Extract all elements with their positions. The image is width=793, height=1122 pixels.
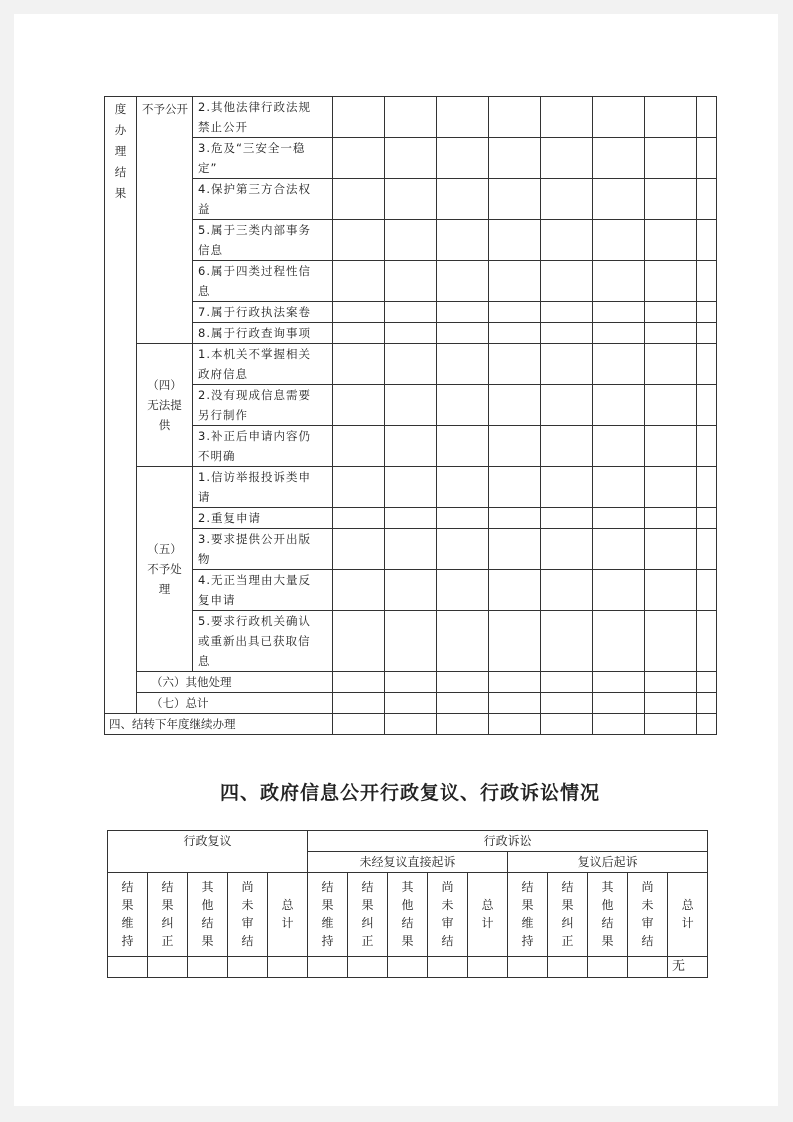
value-cell [697,529,717,570]
value-cell [385,672,437,693]
review-col-label [228,873,268,957]
direct-col-text: 结果维持 [321,880,334,948]
item-label [193,611,333,672]
value-cell [333,179,385,220]
handling-results-table [104,96,717,735]
group-cannot-provide-line: 无法提 [147,398,182,412]
item-line: 另行制作 [198,408,248,422]
value-cell [593,97,645,138]
item-label [193,508,333,529]
value-cell [385,426,437,467]
value-cell [333,302,385,323]
value-cell [645,385,697,426]
table-row [105,138,717,179]
value-cell [468,957,508,978]
value-cell [333,97,385,138]
value-cell [548,957,588,978]
total-row-label: （七）总计 [137,693,333,714]
item-line: 2.重复申请 [198,511,261,525]
value-cell [593,179,645,220]
group-not-handled-line: 不予处 [147,562,182,576]
group-not-handled-line: 理 [158,582,171,596]
review-col-text: 结果纠正 [161,880,174,948]
table-row [105,261,717,302]
category-vertical-label [105,97,137,714]
value-cell [593,570,645,611]
after-col-label [548,873,588,957]
value-cell [645,611,697,672]
value-cell [333,529,385,570]
value-cell [333,220,385,261]
value-cell [593,344,645,385]
value-cell [489,611,541,672]
review-col-label [148,873,188,957]
direct-col-text: 结果纠正 [361,880,374,948]
value-cell [437,344,489,385]
value-cell [489,138,541,179]
value-cell [385,508,437,529]
item-line: 定” [198,161,218,175]
item-label [193,426,333,467]
value-cell [593,323,645,344]
value-cell [489,220,541,261]
table-row [105,179,717,220]
value-cell [697,672,717,693]
review-col-label [188,873,228,957]
value-cell [697,261,717,302]
direct-col-label [428,873,468,957]
column-label-row [108,873,708,957]
value-cell [489,714,541,735]
value-cell [333,570,385,611]
value-cell [541,344,593,385]
value-cell [645,426,697,467]
group-not-public: 不予公开 [137,97,193,344]
value-cell [333,261,385,302]
value-cell [508,957,548,978]
value-cell [697,693,717,714]
value-cell [697,179,717,220]
item-line: 7.属于行政执法案卷 [198,305,311,319]
value-cell [593,138,645,179]
value-cell [333,611,385,672]
value-cell [437,672,489,693]
value-cell [645,508,697,529]
value-cell [645,714,697,735]
direct-col-label [388,873,428,957]
value-cell [593,714,645,735]
after-review-header: 复议后起诉 [508,852,708,873]
other-handling-row [105,672,717,693]
header-row [108,831,708,852]
direct-col-label [468,873,508,957]
value-cell [541,220,593,261]
after-col-text: 尚未审结 [641,880,654,948]
carry-over-label: 四、结转下年度继续办理 [105,714,333,735]
value-cell [541,611,593,672]
review-col-label [108,873,148,957]
value-cell [437,97,489,138]
value-cell [268,957,308,978]
item-line: 8.属于行政查询事项 [198,326,311,340]
item-label [193,570,333,611]
item-line: 不明确 [198,449,236,463]
value-cell [489,179,541,220]
value-cell [333,344,385,385]
value-cell [333,323,385,344]
item-label [193,323,333,344]
value-cell [308,957,348,978]
value-cell [333,467,385,508]
handling-results-body [105,97,717,735]
after-col-text: 结果维持 [521,880,534,948]
value-cell [645,220,697,261]
value-cell [489,97,541,138]
direct-col-text: 尚未审结 [441,880,454,948]
other-handling-row-label: （六）其他处理 [137,672,333,693]
value-cell [593,220,645,261]
after-col-text: 其他结果 [601,880,614,948]
value-cell [697,467,717,508]
value-cell [541,302,593,323]
value-cell [385,344,437,385]
value-cell [437,529,489,570]
value-cell [385,467,437,508]
value-cell [108,957,148,978]
value-cell [541,138,593,179]
value-cell [628,957,668,978]
value-cell [385,611,437,672]
value-cell [645,467,697,508]
value-cell [489,261,541,302]
item-line: 或重新出具已获取信 [198,634,311,648]
item-label [193,302,333,323]
value-cell [437,323,489,344]
value-cell [388,957,428,978]
review-col-text: 其他结果 [201,880,214,948]
value-cell [489,426,541,467]
value-cell [593,467,645,508]
direct-col-text: 总计 [481,898,494,930]
table-row [105,344,717,385]
value-cell [428,957,468,978]
value-cell [593,261,645,302]
value-cell [385,529,437,570]
value-cell [697,426,717,467]
value-cell [489,672,541,693]
review-col-text: 尚未审结 [241,880,254,948]
table-row [105,220,717,261]
value-cell [489,693,541,714]
table-row [105,529,717,570]
group-not-handled [137,467,193,672]
value-cell [437,138,489,179]
value-cell [541,467,593,508]
item-line: 3.危及“三安全一稳 [198,141,306,155]
value-cell [437,179,489,220]
value-cell [437,570,489,611]
group-cannot-provide [137,344,193,467]
value-cell [593,385,645,426]
review-col-label [268,873,308,957]
after-col-label [508,873,548,957]
value-cell [385,714,437,735]
item-line: 息 [198,284,211,298]
value-cell [541,693,593,714]
item-line: 3.补正后申请内容仍 [198,429,311,443]
value-cell [645,344,697,385]
value-cell [593,302,645,323]
value-cell [148,957,188,978]
value-cell [645,261,697,302]
lawsuit-header: 行政诉讼 [308,831,708,852]
value-cell [333,426,385,467]
value-cell [489,323,541,344]
after-col-text: 结果纠正 [561,880,574,948]
value-cell [541,97,593,138]
value-cell [489,302,541,323]
value-cell [489,529,541,570]
value-cell [645,97,697,138]
none-value: 无 [668,957,708,978]
value-cell [333,672,385,693]
item-line: 禁止公开 [198,120,248,134]
value-cell [385,220,437,261]
value-cell [333,693,385,714]
value-cell [333,714,385,735]
category-vertical-text: 度办理结果 [114,102,127,200]
value-cell [697,344,717,385]
item-line: 6.属于四类过程性信 [198,264,311,278]
value-cell [333,508,385,529]
value-cell [437,611,489,672]
value-cell [437,426,489,467]
value-cell [228,957,268,978]
table-row [105,611,717,672]
value-cell [593,672,645,693]
value-cell [489,344,541,385]
value-cell [697,220,717,261]
item-line: 益 [198,202,211,216]
item-line: 2.其他法律行政法规 [198,100,311,114]
value-cell [489,385,541,426]
value-cell [489,570,541,611]
value-cell [541,323,593,344]
value-cell [385,385,437,426]
value-cell [593,529,645,570]
direct-suit-header: 未经复议直接起诉 [308,852,508,873]
value-cell [645,302,697,323]
value-cell [697,302,717,323]
review-header: 行政复议 [108,831,308,873]
table-row [105,570,717,611]
value-cell [385,261,437,302]
value-cell [541,529,593,570]
item-label [193,467,333,508]
document-page [14,14,778,1106]
value-cell [541,385,593,426]
table-row [105,426,717,467]
group-cannot-provide-line: （四） [147,378,182,392]
value-cell [697,570,717,611]
value-cell [437,302,489,323]
item-line: 4.保护第三方合法权 [198,182,311,196]
after-col-label [588,873,628,957]
direct-col-label [348,873,388,957]
value-cell [348,957,388,978]
item-line: 1.本机关不掌握相关 [198,347,311,361]
value-cell [697,714,717,735]
item-label [193,529,333,570]
table-row [105,302,717,323]
group-cannot-provide-line: 供 [158,418,171,432]
after-col-label [628,873,668,957]
value-row [108,957,708,978]
value-cell [645,693,697,714]
value-cell [593,693,645,714]
value-cell [645,570,697,611]
value-cell [541,714,593,735]
item-line: 5.要求行政机关确认 [198,614,311,628]
table-row [105,323,717,344]
value-cell [489,508,541,529]
after-col-label [668,873,708,957]
item-line: 政府信息 [198,367,248,381]
value-cell [385,97,437,138]
item-line: 5.属于三类内部事务 [198,223,311,237]
value-cell [697,138,717,179]
value-cell [541,508,593,529]
review-col-text: 结果维持 [121,880,134,948]
item-line: 4.无正当理由大量反 [198,573,311,587]
value-cell [489,467,541,508]
after-col-text: 总计 [681,898,694,930]
item-label [193,97,333,138]
value-cell [437,693,489,714]
item-line: 1.信访举报投诉类申 [198,470,311,484]
value-cell [437,220,489,261]
item-line: 信息 [198,243,223,257]
value-cell [437,508,489,529]
item-line: 请 [198,490,211,504]
value-cell [333,138,385,179]
value-cell [385,302,437,323]
direct-col-label [308,873,348,957]
direct-col-text: 其他结果 [401,880,414,948]
item-label [193,344,333,385]
value-cell [541,426,593,467]
value-cell [645,138,697,179]
value-cell [588,957,628,978]
review-lawsuit-table [107,830,708,978]
value-cell [437,714,489,735]
item-label [193,138,333,179]
item-line: 2.没有现成信息需要 [198,388,311,402]
value-cell [437,261,489,302]
table-row [105,97,717,138]
value-cell [385,693,437,714]
value-cell [697,97,717,138]
value-cell [385,138,437,179]
value-cell [437,467,489,508]
value-cell [645,672,697,693]
item-label [193,179,333,220]
value-cell [593,508,645,529]
table-row [105,467,717,508]
value-cell [645,179,697,220]
section-title: 四、政府信息公开行政复议、行政诉讼情况 [219,782,600,804]
value-cell [697,323,717,344]
value-cell [697,508,717,529]
item-line: 息 [198,654,211,668]
value-cell [333,385,385,426]
carry-over-row [105,714,717,735]
total-row [105,693,717,714]
value-cell [541,179,593,220]
item-label [193,220,333,261]
value-cell [385,323,437,344]
value-cell [188,957,228,978]
value-cell [645,529,697,570]
value-cell [385,570,437,611]
review-lawsuit-body [108,831,708,978]
value-cell [697,611,717,672]
value-cell [541,570,593,611]
value-cell [385,179,437,220]
value-cell [645,323,697,344]
item-line: 3.要求提供公开出版 [198,532,311,546]
review-col-text: 总计 [281,898,294,930]
value-cell [697,385,717,426]
item-label [193,385,333,426]
value-cell [437,385,489,426]
item-line: 复申请 [198,593,236,607]
table-row [105,385,717,426]
item-label [193,261,333,302]
value-cell [593,611,645,672]
value-cell [593,426,645,467]
value-cell [541,672,593,693]
table-row [105,508,717,529]
group-not-handled-line: （五） [147,542,182,556]
item-line: 物 [198,552,211,566]
value-cell [541,261,593,302]
